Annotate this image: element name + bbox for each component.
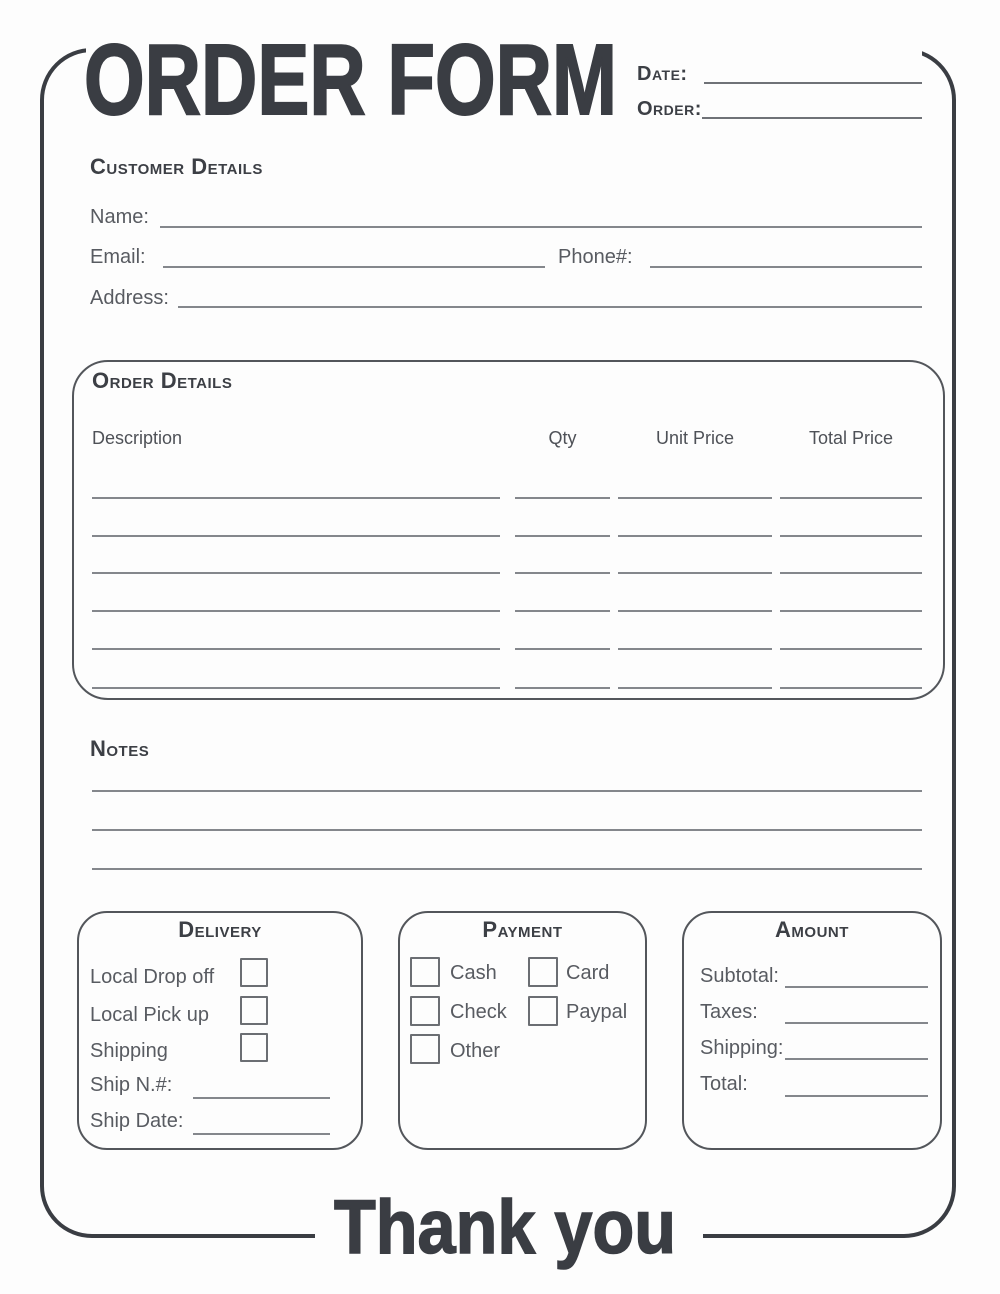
- ship-date-input-line[interactable]: [193, 1133, 330, 1135]
- delivery-shipping-checkbox[interactable]: [240, 1033, 268, 1062]
- amount-heading: Amount: [775, 917, 849, 942]
- delivery-option-shipping-label: Shipping: [90, 1040, 168, 1062]
- column-header-qty: Qty: [548, 428, 577, 448]
- notes-line[interactable]: [92, 868, 922, 870]
- taxes-input-line[interactable]: [785, 1022, 928, 1024]
- order-table-line[interactable]: [780, 497, 922, 499]
- name-label: Name:: [90, 206, 149, 228]
- name-input-line[interactable]: [160, 226, 922, 228]
- delivery-local-drop-off-checkbox[interactable]: [240, 958, 268, 987]
- phone-label: Phone#:: [558, 246, 633, 268]
- payment-other-label: Other: [450, 1040, 501, 1062]
- delivery-option-local-drop-off-label: Local Drop off: [90, 966, 215, 988]
- shipping-input-line[interactable]: [785, 1058, 928, 1060]
- order-table-line[interactable]: [515, 497, 610, 499]
- payment-card-checkbox[interactable]: [528, 957, 558, 987]
- order-table-line[interactable]: [515, 687, 610, 689]
- order-table-line[interactable]: [780, 572, 922, 574]
- order-number-input-line[interactable]: [702, 117, 922, 119]
- total-input-line[interactable]: [785, 1095, 928, 1097]
- ship-number-input-line[interactable]: [193, 1097, 330, 1099]
- order-table-line[interactable]: [92, 497, 500, 499]
- address-label: Address:: [90, 287, 169, 309]
- payment-box: [398, 911, 647, 1150]
- order-table-line[interactable]: [618, 648, 772, 650]
- order-table-line[interactable]: [618, 610, 772, 612]
- subtotal-label: Subtotal:: [700, 965, 779, 987]
- page-title: ORDER FORM: [84, 24, 617, 136]
- payment-paypal-checkbox[interactable]: [528, 996, 558, 1026]
- order-table-line[interactable]: [618, 535, 772, 537]
- payment-check-label: Check: [450, 1001, 507, 1023]
- payment-heading: Payment: [482, 917, 563, 942]
- notes-line[interactable]: [92, 790, 922, 792]
- order-table-line[interactable]: [515, 610, 610, 612]
- ship-number-label: Ship N.#:: [90, 1074, 173, 1096]
- subtotal-input-line[interactable]: [785, 986, 928, 988]
- order-table-line[interactable]: [92, 535, 500, 537]
- order-table-line[interactable]: [618, 497, 772, 499]
- thank-you-text: Thank you: [333, 1185, 677, 1270]
- amount-box: [682, 911, 942, 1150]
- column-header-total-price: Total Price: [808, 428, 894, 448]
- payment-other-checkbox[interactable]: [410, 1034, 440, 1064]
- order-table-line[interactable]: [515, 572, 610, 574]
- ship-date-label: Ship Date:: [90, 1110, 184, 1132]
- order-table-line[interactable]: [515, 535, 610, 537]
- order-details-heading: Order Details: [92, 368, 233, 393]
- shipping-label: Shipping:: [700, 1037, 784, 1059]
- delivery-local-pick-up-checkbox[interactable]: [240, 996, 268, 1025]
- delivery-option-local-pick-up-label: Local Pick up: [90, 1004, 209, 1026]
- delivery-heading: Delivery: [178, 917, 262, 942]
- column-header-unit-price: Unit Price: [655, 428, 735, 448]
- taxes-label: Taxes:: [700, 1001, 758, 1023]
- order-table-line[interactable]: [618, 687, 772, 689]
- order-table-line[interactable]: [780, 687, 922, 689]
- email-label: Email:: [90, 246, 146, 268]
- payment-card-label: Card: [566, 962, 610, 984]
- order-table-line[interactable]: [92, 572, 500, 574]
- payment-cash-label: Cash: [450, 962, 497, 984]
- order-number-label: Order:: [637, 98, 702, 120]
- total-label: Total:: [700, 1073, 748, 1095]
- column-header-description: Description: [92, 428, 183, 448]
- customer-details-heading: Customer Details: [90, 154, 263, 179]
- order-table-line[interactable]: [92, 648, 500, 650]
- notes-line[interactable]: [92, 829, 922, 831]
- order-table-line[interactable]: [780, 535, 922, 537]
- payment-paypal-label: Paypal: [566, 1001, 628, 1023]
- payment-cash-checkbox[interactable]: [410, 957, 440, 987]
- order-table-line[interactable]: [515, 648, 610, 650]
- order-table-line[interactable]: [618, 572, 772, 574]
- order-table-line[interactable]: [92, 610, 500, 612]
- address-input-line[interactable]: [178, 306, 922, 308]
- payment-check-checkbox[interactable]: [410, 996, 440, 1026]
- date-label: Date:: [637, 63, 688, 85]
- order-table-line[interactable]: [92, 687, 500, 689]
- email-input-line[interactable]: [163, 266, 545, 268]
- order-table-line[interactable]: [780, 610, 922, 612]
- date-input-line[interactable]: [704, 82, 922, 84]
- phone-input-line[interactable]: [650, 266, 922, 268]
- notes-heading: Notes: [90, 736, 150, 761]
- order-table-line[interactable]: [780, 648, 922, 650]
